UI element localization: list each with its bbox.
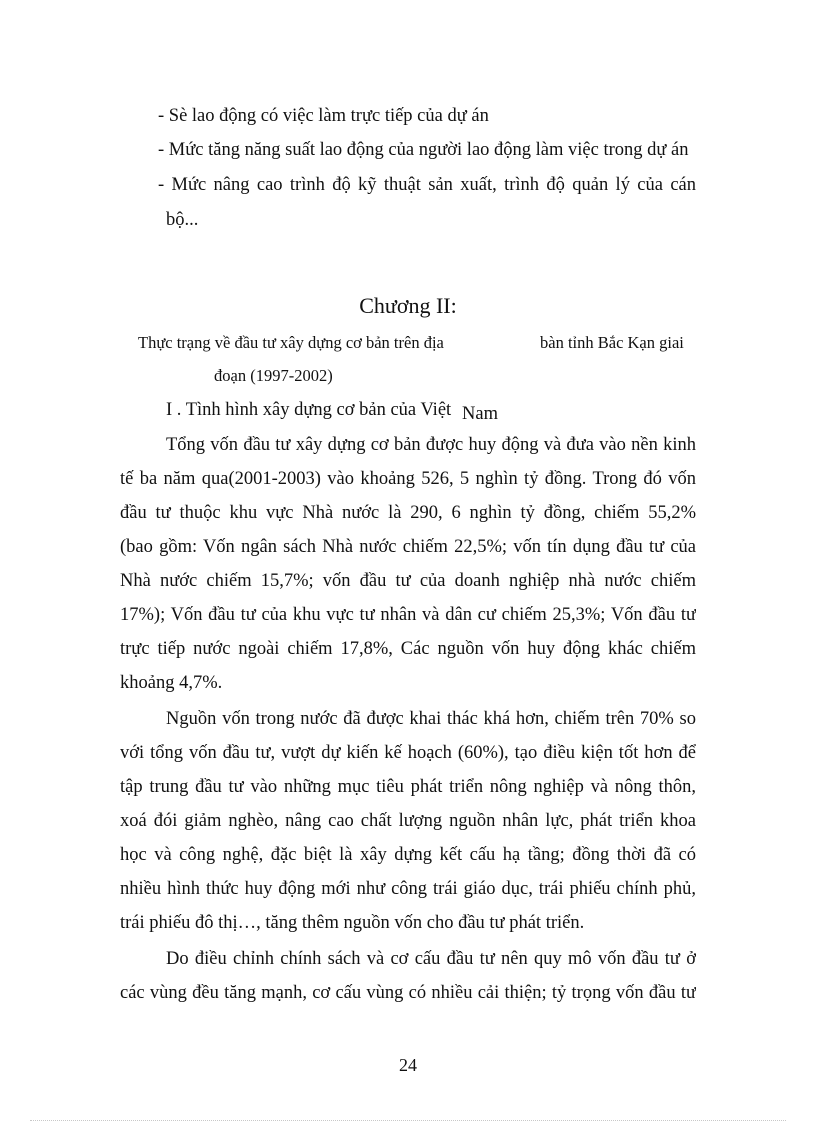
paragraph-line: tế ba năm qua(2001-2003) vào khoảng 526, 5 nghìn tỷ đồng. Trong đó vốn (120, 469, 696, 489)
bullet-item: - Mức nâng cao trình độ kỹ thuật sản xuất, trình độ quản lý của cán (158, 175, 696, 195)
paragraph-line: trái phiếu đô thị…, tăng thêm nguồn vốn cho đầu tư phát triển. (120, 913, 585, 933)
bullet-item: - Mức tăng năng suất lao động của người lao động làm việc trong dự án (158, 140, 689, 160)
chapter-subtitle: Thực trạng về đầu tư xây dựng cơ bản trên địa (138, 333, 444, 352)
paragraph-line: Nhà nước chiếm 15,7%; vốn đầu tư của doanh nghiệp nhà nước chiếm (120, 571, 696, 591)
paragraph-line: với tổng vốn đầu tư, vượt dự kiến kế hoạch (60%), tạo điều kiện tốt hơn để (120, 743, 696, 763)
paragraph-line: 17%); Vốn đầu tư của khu vực tư nhân và dân cư chiếm 25,3%; Vốn đầu tư (120, 605, 696, 625)
paragraph-line: Nguồn vốn trong nước đã được khai thác khá hơn, chiếm trên 70% so (166, 709, 696, 729)
paragraph-line: các vùng đều tăng mạnh, cơ cấu vùng có nhiều cải thiện; tỷ trọng vốn đầu tư (120, 983, 696, 1003)
chapter-subtitle: đoạn (1997-2002) (214, 366, 333, 385)
paragraph-line: (bao gồm: Vốn ngân sách Nhà nước chiếm 22,5%; vốn tín dụng đầu tư của (120, 537, 696, 557)
paragraph-line: khoảng 4,7%. (120, 673, 223, 693)
chapter-subtitle: bàn tỉnh Bắc Kạn giai (540, 333, 684, 352)
paragraph-line: học và công nghệ, đặc biệt là xây dựng kết cấu hạ tầng; đồng thời đã có (120, 845, 696, 865)
paragraph-line: Do điều chỉnh chính sách và cơ cấu đầu tư nên quy mô vốn đầu tư ở (166, 949, 696, 969)
bullet-item-continuation: bộ... (166, 210, 199, 230)
paragraph-line: đầu tư thuộc khu vực Nhà nước là 290, 6 nghìn tỷ đồng, chiếm 55,2% (120, 503, 696, 523)
section-heading: I . Tình hình xây dựng cơ bản của Việt (166, 400, 452, 420)
section-heading-tail: Nam (462, 404, 498, 424)
bullet-item: - Sè lao động có việc làm trực tiếp của dự án (158, 106, 489, 126)
paragraph-line: nhiều hình thức huy động mới như công trái giáo dục, trái phiếu chính phủ, (120, 879, 696, 899)
paragraph-line: xoá đói giảm nghèo, nâng cao chất lượng nguồn nhân lực, phát triển khoa (120, 811, 696, 831)
chapter-title: Chương II: (359, 293, 457, 318)
paragraph-line: tập trung đầu tư vào những mục tiêu phát triển nông nghiệp và nông thôn, (120, 777, 696, 797)
footer-divider (30, 1120, 786, 1121)
page-number: 24 (399, 1055, 417, 1075)
paragraph-line: Tổng vốn đầu tư xây dựng cơ bản được huy động và đưa vào nền kinh (166, 435, 696, 455)
paragraph-line: trực tiếp nước ngoài chiếm 17,8%, Các nguồn vốn huy động khác chiếm (120, 639, 696, 659)
